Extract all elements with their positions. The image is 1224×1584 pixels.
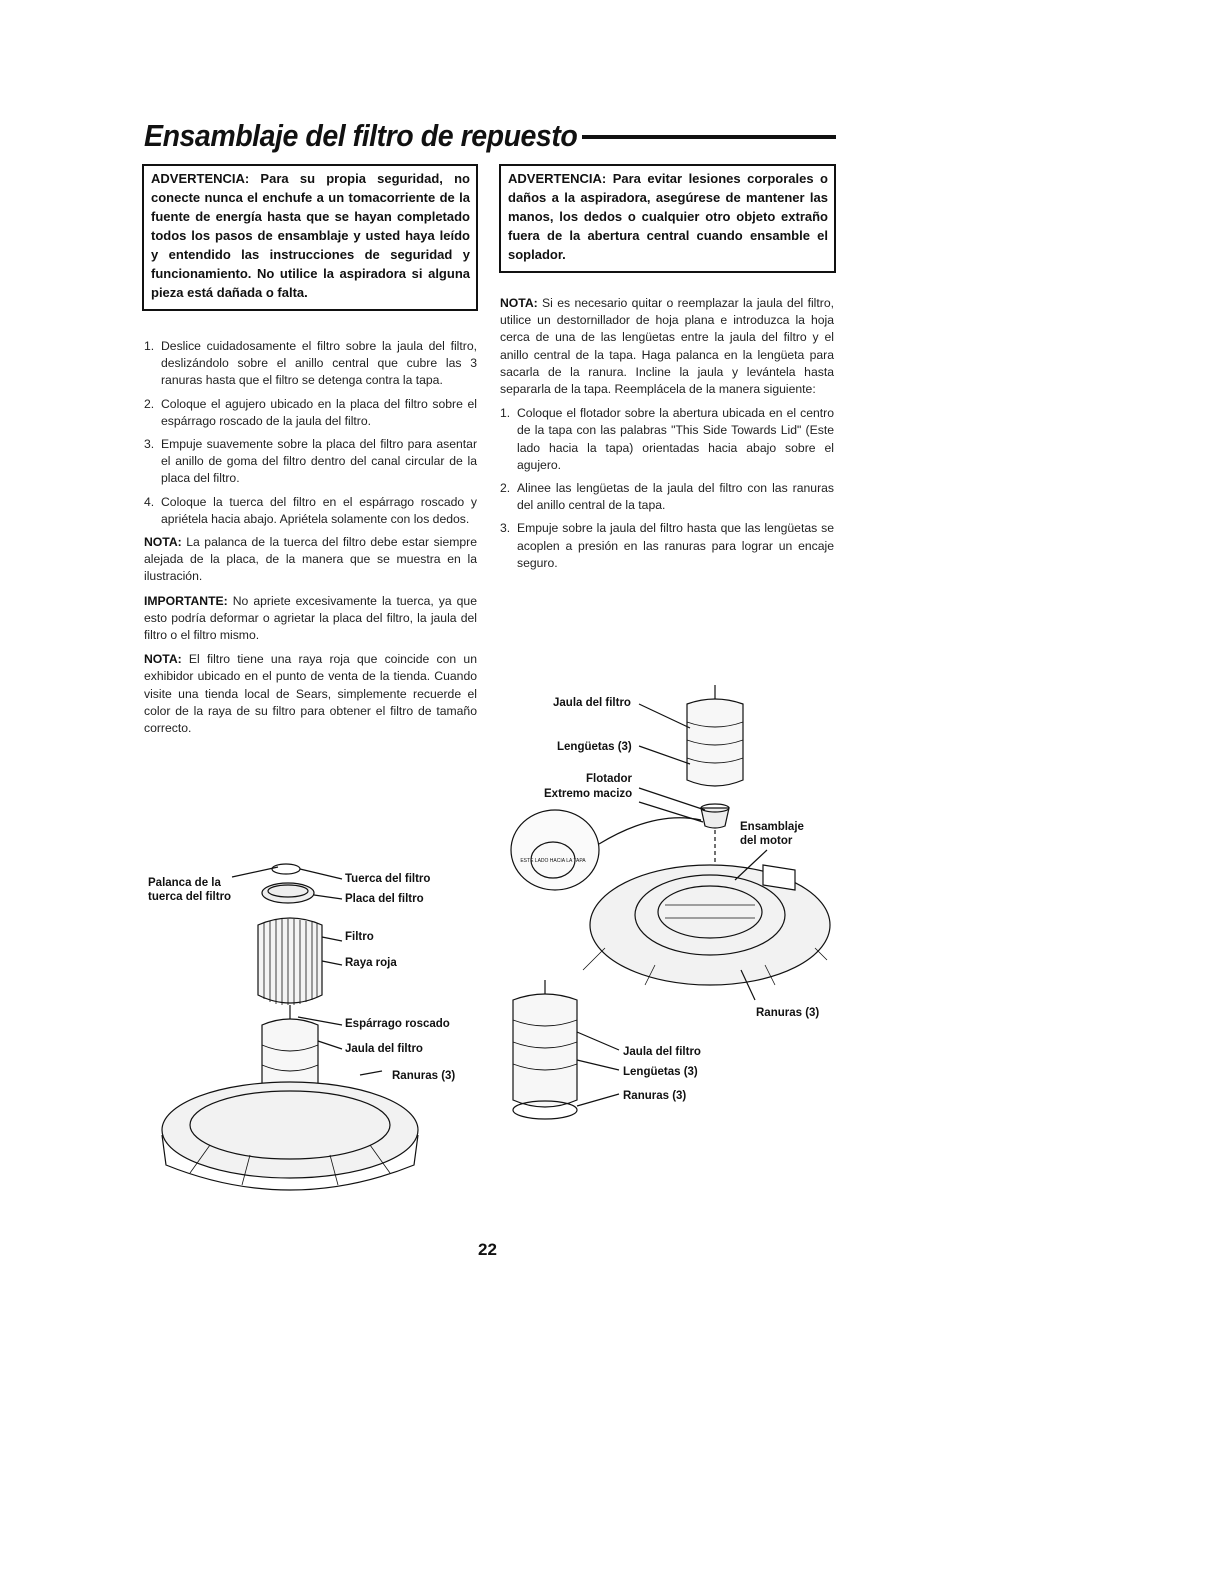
- note-text: No apriete excesivamente la tuerca, ya que esto podría deformar o agrietar la placa del filtro, la jaula del filtro o el filtro mismo.: [144, 593, 477, 643]
- label-float: Flotador: [586, 773, 632, 785]
- label-tabs-bottom: Lengüetas (3): [623, 1066, 698, 1078]
- step-number: 3.: [500, 521, 511, 536]
- step-number: 2.: [144, 396, 155, 411]
- step-number: 2.: [500, 481, 511, 496]
- step-text: Alinee las lengüetas de la jaula del filtro con las ranuras del anillo central de la tapa.: [517, 481, 834, 513]
- step-text: Empuje suavemente sobre la placa del filtro para asentar el anillo de goma del filtro dentro del canal circular de la placa del filtro.: [161, 437, 477, 486]
- label-filter: Filtro: [345, 931, 374, 943]
- step-number: 4.: [144, 494, 155, 509]
- right-note-text: Si es necesario quitar o reemplazar la jaula del filtro, utilice un destornillador de hoja plana e introduzca la hoja cerca de una de las lengüetas entre la jaula del filtro y el anillo central de la tapa. Haga palanca en la lengüeta para sacarla de la ranura. Incline la jaula y levántela hasta separarla de la tapa. Reemplácela de la manera siguiente:: [500, 296, 834, 397]
- left-column: [144, 338, 477, 744]
- label-cage-top: Jaula del filtro: [553, 697, 631, 709]
- right-note-label: NOTA:: [500, 296, 538, 310]
- right-note: [500, 295, 834, 398]
- step-text: Deslice cuidadosamente el filtro sobre la jaula del filtro, deslizándolo sobre el anillo central que cubre las 3 ranuras hasta que el filtro se detenga contra la tapa.: [161, 339, 477, 388]
- right-step: [500, 480, 834, 514]
- label-lever: Palanca de la tuerca del filtro: [148, 877, 232, 903]
- label-slots-bottom: Ranuras (3): [623, 1090, 687, 1102]
- left-step: [144, 396, 477, 430]
- label-nut: Tuerca del filtro: [345, 873, 431, 885]
- right-step: [500, 405, 834, 474]
- label-plate: Placa del filtro: [345, 893, 424, 905]
- step-number: 1.: [144, 339, 155, 353]
- left-step: [144, 338, 477, 390]
- left-note: [144, 534, 477, 586]
- label-solid-end: Extremo macizo: [544, 788, 633, 800]
- warning-left-text: ADVERTENCIA: Para su propia seguridad, no conecte nunca el enchufe a un tomacorriente de la fuente de energía hasta que se hayan completado todos los pasos de ensamblaje y usted haya leído y entendido las instrucciones de seguridad y funcionamiento. No utilice la aspiradora si alguna pieza está dañada o falta.: [151, 171, 470, 300]
- step-number: 3.: [144, 437, 155, 452]
- label-stripe: Raya roja: [345, 957, 397, 969]
- step-text: Coloque el agujero ubicado en la placa del filtro sobre el espárrago roscado de la jaula del filtro.: [161, 396, 477, 428]
- left-notes: [144, 534, 477, 737]
- note-text: La palanca de la tuerca del filtro debe estar siempre alejada de la placa, de la manera que se muestra en la ilustración.: [144, 535, 477, 584]
- left-step: [144, 436, 477, 488]
- right-step: [500, 520, 834, 572]
- label-slots-top: Ranuras (3): [756, 1007, 820, 1019]
- left-note: [144, 651, 477, 737]
- step-text: Coloque la tuerca del filtro en el espárrago roscado y apriétela hacia abajo. Apriétela solamente con los dedos.: [161, 494, 477, 526]
- label-slots: Ranuras (3): [392, 1070, 456, 1082]
- title-row: [144, 118, 836, 158]
- warning-box-left: [142, 164, 478, 311]
- left-note: [144, 593, 477, 645]
- note-label: NOTA:: [144, 535, 182, 550]
- title-rule: [582, 135, 836, 139]
- step-text: Coloque el flotador sobre la abertura ubicada en el centro de la tapa con las palabras "This Side Towards Lid" (Este lado hacia la tapa) orientadas hacia abajo sobre el agujero.: [517, 406, 834, 472]
- warning-box-right: [499, 164, 836, 273]
- note-label: IMPORTANTE:: [144, 593, 228, 608]
- float-inset-text: ESTE LADO HACIA LA TAPA: [520, 858, 586, 864]
- label-stud: Espárrago roscado: [345, 1018, 450, 1030]
- label-cage-bottom: Jaula del filtro: [623, 1046, 701, 1058]
- right-steps-list: [500, 405, 834, 572]
- right-column: [500, 295, 834, 578]
- left-steps-list: [144, 338, 477, 528]
- warning-right-text: ADVERTENCIA: Para evitar lesiones corporales o daños a la aspiradora, asegúrese de mantener las manos, los dedos o cualquier otro objeto extraño fuera de la abertura central cuando ensamble el soplador.: [508, 171, 828, 262]
- label-motor: Ensamblaje del motor: [740, 821, 804, 847]
- step-text: Empuje sobre la jaula del filtro hasta que las lengüetas se acoplen a presión en las ranuras para lograr un encaje seguro.: [517, 521, 834, 570]
- label-cage: Jaula del filtro: [345, 1043, 423, 1055]
- left-step: [144, 494, 477, 528]
- step-number: 1.: [500, 406, 511, 421]
- page-title: Ensamblaje del filtro de repuesto: [144, 118, 578, 153]
- page-number: 22: [478, 1240, 497, 1259]
- note-label: NOTA:: [144, 652, 182, 667]
- note-text: El filtro tiene una raya roja que coincide con un exhibidor ubicado en el punto de venta de la tienda. Cuando visite una tienda local de Sears, simplemente recuerde el color de la raya de su filtro para obtener el filtro de tamaño correcto.: [144, 652, 477, 736]
- label-tabs-top: Lengüetas (3): [557, 741, 632, 753]
